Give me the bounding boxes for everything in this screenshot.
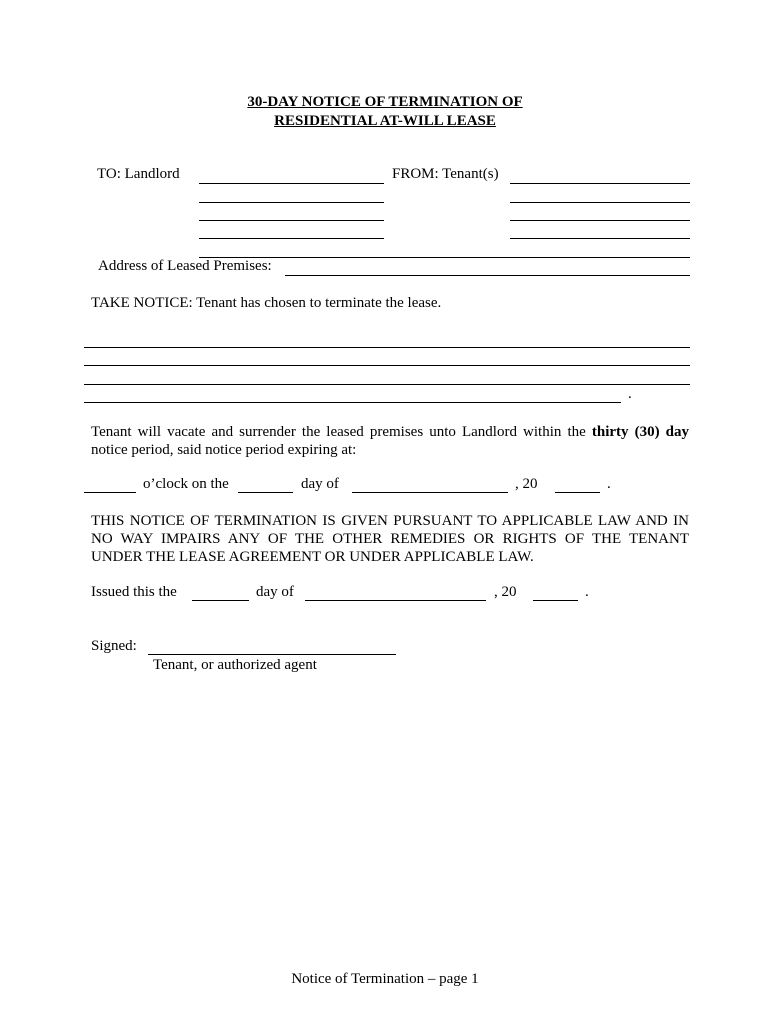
oclock-label: o’clock on the: [143, 476, 229, 492]
expiry-hour-field[interactable]: [84, 476, 136, 493]
document-title-line1: 30-DAY NOTICE OF TERMINATION OF: [247, 94, 523, 110]
reasons-period: .: [628, 386, 632, 402]
landlord-name-field-3[interactable]: [199, 204, 384, 221]
signed-label: Signed:: [91, 638, 137, 654]
take-notice-text: TAKE NOTICE: Tenant has chosen to terminate the lease.: [91, 295, 442, 311]
legal-notice-paragraph: THIS NOTICE OF TERMINATION IS GIVEN PURSUANT TO APPLICABLE LAW AND IN NO WAY IMPAIRS ANY OF THE OTHER REMEDIES OR RIGHTS OF THE TENANT UNDER THE LEASE AGREEMENT OR UNDER APPLICABLE LAW.: [91, 513, 689, 565]
tenant-name-field-2[interactable]: [510, 186, 690, 203]
expiry-month-field[interactable]: [352, 476, 508, 493]
vacate-notice-period: thirty (30) day: [591, 424, 689, 440]
document-title-line2: RESIDENTIAL AT-WILL LEASE: [274, 113, 496, 129]
issued-period: .: [585, 584, 589, 600]
expiry-day-of-label: day of: [301, 476, 339, 492]
issued-day-of-label: day of: [256, 584, 294, 600]
address-label: Address of Leased Premises:: [98, 258, 272, 274]
vacate-text-before: Tenant will vacate and surrender the leased premises unto Landlord within the: [91, 424, 592, 440]
reason-line-3[interactable]: [84, 368, 690, 385]
vacate-paragraph: [91, 423, 689, 459]
issued-day-field[interactable]: [192, 584, 249, 601]
signature-caption: Tenant, or authorized agent: [153, 657, 317, 673]
from-tenant-label: FROM: Tenant(s): [392, 166, 499, 182]
expiry-day-field[interactable]: [238, 476, 293, 493]
expiry-year-field[interactable]: [555, 476, 600, 493]
tenant-name-field-1[interactable]: [510, 167, 690, 184]
issued-label: Issued this the: [91, 584, 177, 600]
expiry-year-prefix: , 20: [515, 476, 538, 492]
landlord-name-field-2[interactable]: [199, 186, 384, 203]
party-details-field[interactable]: [199, 241, 690, 258]
issued-year-prefix: , 20: [494, 584, 517, 600]
issued-year-field[interactable]: [533, 584, 578, 601]
expiry-period: .: [607, 476, 611, 492]
reason-line-1[interactable]: [84, 331, 690, 348]
landlord-name-field-4[interactable]: [199, 222, 384, 239]
page-footer: Notice of Termination – page 1: [291, 971, 479, 987]
premises-address-field[interactable]: [285, 259, 690, 276]
landlord-name-field-1[interactable]: [199, 167, 384, 184]
tenant-name-field-4[interactable]: [510, 222, 690, 239]
reason-line-2[interactable]: [84, 349, 690, 366]
issued-month-field[interactable]: [305, 584, 486, 601]
vacate-text-after: notice period, said notice period expiring at:: [91, 442, 357, 458]
tenant-name-field-3[interactable]: [510, 204, 690, 221]
to-landlord-label: TO: Landlord: [97, 166, 180, 182]
signature-field[interactable]: [148, 638, 396, 655]
reason-line-4[interactable]: [84, 386, 621, 403]
